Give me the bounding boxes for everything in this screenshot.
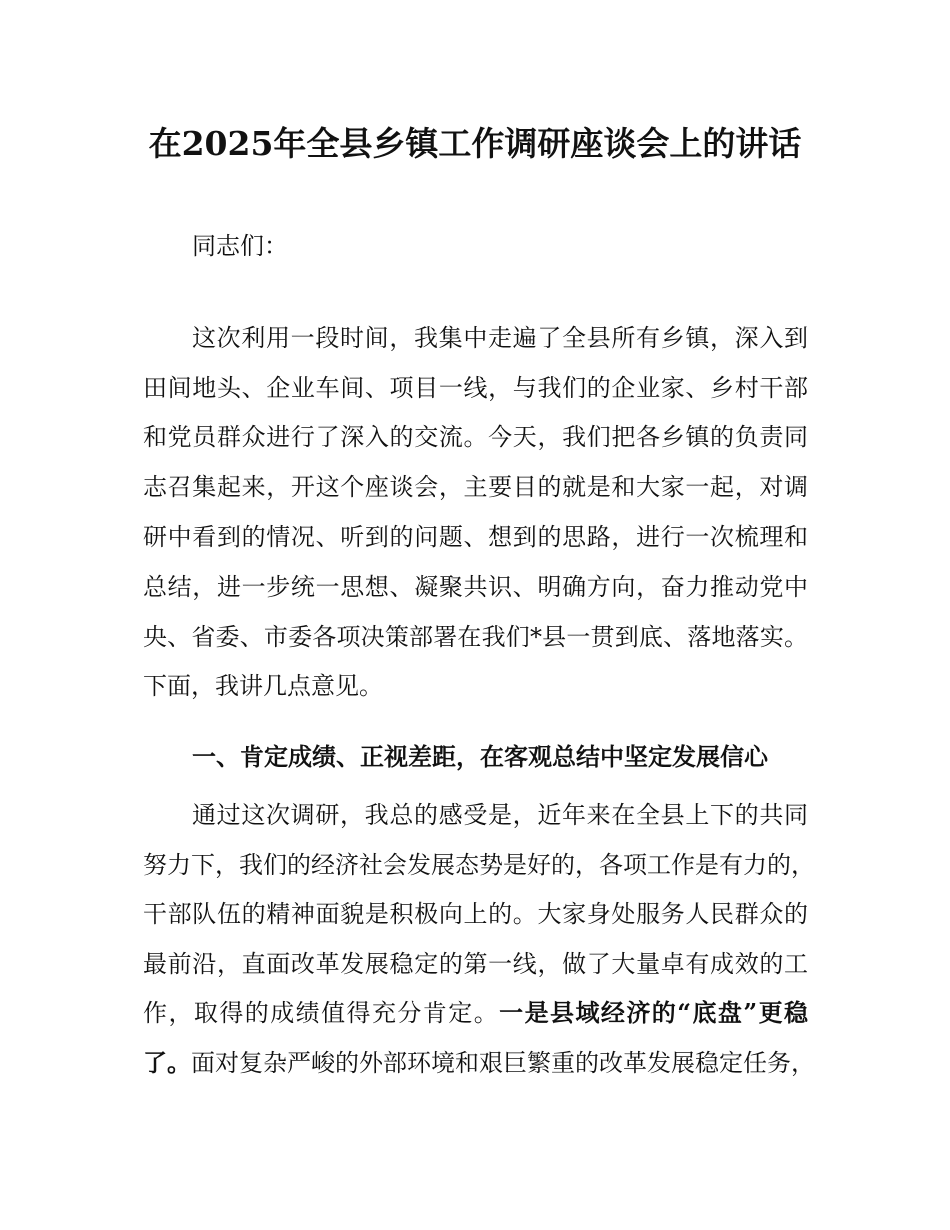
paragraph-line: 和党员群众进行了深入的交流。今天，我们把各乡镇的负责同 xyxy=(143,423,808,451)
paragraph-line: 央、省委、市委各项决策部署在我们*县一贯到底、落地落实。 xyxy=(143,623,808,651)
paragraph-line: 最前沿，直面改革发展稳定的第一线，做了大量卓有成效的工 xyxy=(143,950,808,978)
paragraph-line xyxy=(143,1046,815,1080)
paragraph-line: 田间地头、企业车间、项目一线，与我们的企业家、乡村干部 xyxy=(143,374,808,402)
paragraph-line: 研中看到的情况、听到的问题、想到的思路，进行一次梳理和 xyxy=(143,523,808,551)
bold-lead-text: 一是县域经济的“底盘”更稳 xyxy=(499,998,809,1027)
paragraph-line: 总结，进一步统一思想、凝聚共识、明确方向，奋力推动党中 xyxy=(143,573,808,601)
section-heading: 一、肯定成绩、正视差距，在客观总结中坚定发展信心 xyxy=(192,742,768,771)
paragraph-line: 干部队伍的精神面貌是积极向上的。大家身处服务人民群众的 xyxy=(143,900,808,928)
paragraph-line: 志召集起来，开这个座谈会，主要目的就是和大家一起，对调 xyxy=(143,473,808,501)
paragraph-line: 这次利用一段时间，我集中走遍了全县所有乡镇，深入到 xyxy=(192,324,808,352)
paragraph-line: 下面，我讲几点意见。 xyxy=(143,672,383,700)
paragraph-line: 通过这次调研，我总的感受是，近年来在全县上下的共同 xyxy=(192,801,808,829)
paragraph-line xyxy=(143,996,808,1030)
line-text: 面对复杂严峻的外部环境和艰巨繁重的改革发展稳定任务， xyxy=(191,1049,815,1077)
paragraph-line: 努力下，我们的经济社会发展态势是好的，各项工作是有力的， xyxy=(143,851,815,879)
line-text: 作，取得的成绩值得充分肯定。 xyxy=(143,999,500,1027)
bold-lead-text: 了。 xyxy=(143,1048,191,1077)
salutation: 同志们： xyxy=(192,232,288,260)
document-title: 在2025年全县乡镇工作调研座谈会上的讲话 xyxy=(148,124,802,163)
